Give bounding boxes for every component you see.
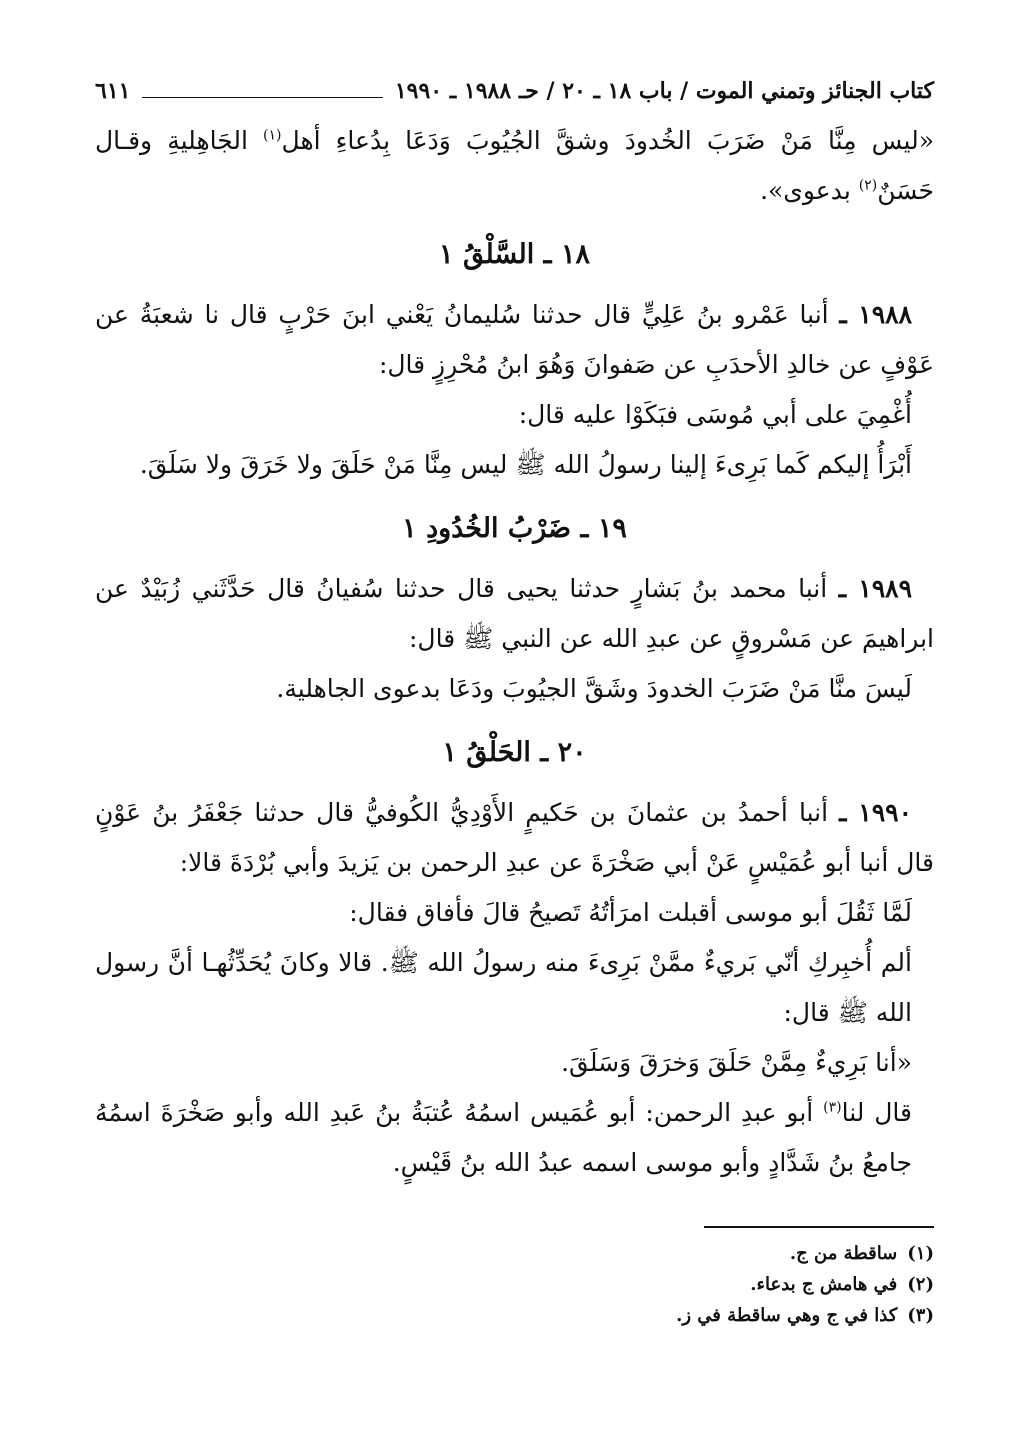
hadith-number: ١٩٩٠ ـ [839,798,912,827]
intro-text-a: «ليس مِنَّا مَنْ ضَرَبَ الخُدودَ وشقَّ الجُيُوبَ وَدَعَا بِدُعاءِ أهل [281,126,934,155]
footnote-text: ساقطة من ج. [789,1243,898,1264]
running-head [95,78,934,116]
hadith-number: ١٩٨٩ ـ [838,574,912,603]
closing-text-a: قال لنا [841,1098,912,1127]
closing-note [95,1088,934,1188]
hadith-number: ١٩٨٨ ـ [839,300,913,329]
hadith-line: لَيسَ منَّا مَنْ ضَرَبَ الخدودَ وشَقَّ الجيُوبَ ودَعَا بدعوى الجاهلية. [276,674,912,703]
section-heading-20: ٢٠ ـ الحَلْقُ ١ [442,737,587,768]
hadith-line: لَمَّا ثَقُلَ أبو موسى أقبلت امرَأتُهُ تَصيحُ قالَ فأفاق فقال: [349,898,912,927]
intro-paragraph [95,116,934,216]
footnote-number: (٣) [907,1305,934,1326]
hadith-1989-isnad [95,564,934,664]
running-head-title: كتاب الجنائز وتمني الموت / باب ١٨ ـ ٢٠ / حـ ١٩٨٨ ـ ١٩٩٠ [394,78,934,104]
hadith-line: «أنا بَرِيءٌ مِمَّنْ حَلَقَ وَخرَقَ وَسَلَقَ. [561,1048,912,1077]
intro-text-c: بدعوى». [760,176,859,205]
footnote-ref-3: (٣) [823,1099,842,1116]
isnad-text: أنبا عَمْرو بنُ عَلِيٍّ قال حدثنا سُليمانُ يَعْني ابنَ حَرْبٍ قال نا شعبَةُ عن عَوْفٍ عن خالدِ الأحدَبِ عن صَفوانَ وَهُوَ ابنُ مُحْرِزٍ قال: [95,300,934,379]
footnote-ref-1: (١) [263,127,282,144]
hadith-1990-isnad [95,788,934,888]
footnotes [95,1238,934,1331]
closing-text-b: أبو عبدِ الرحمن: أبو عُمَيس اسمُهُ عُتبَةُ بنُ عَبدِ الله وأبو صَخْرَةَ اسمُهُ جامعُ بنُ شَدَّادٍ وأبو موسى اسمه عبدُ الله بنُ قَيْسٍ. [95,1098,912,1177]
footnote-text: كذا في ج وهي ساقطة في ز. [676,1305,898,1326]
footnote-text: في هامش ج بدعاء. [750,1274,898,1295]
book-page [95,78,934,1410]
section-heading-18: ١٨ ـ السَّلْقُ ١ [439,239,590,270]
footnote-item [95,1269,934,1300]
hadith-line: ألم أُخبِركِ أنّي بَريءٌ ممَّنْ بَرِىءَ منه رسولُ الله ﷺ. قالا وكانَ يُحَدِّثُهـا أنَّ رسول الله ﷺ قال: [95,948,912,1027]
footnote-number: (٢) [907,1274,934,1295]
hadith-1988-isnad [95,290,934,390]
footnote-ref-2: (٢) [858,177,878,194]
footnote-item [95,1238,934,1269]
isnad-text: أنبا أحمدُ بن عثمانَ بن حَكيمٍ الأَوْدِيُّ الكُوفيُّ قال حدثنا جَعْفَرُ بنُ عَوْنٍ قال أنبا أبو عُمَيْسٍ عَنْ أبي صَخْرَةَ عن عبدِ الرحمن بن يَزيدَ وأبي بُرْدَةَ قالا: [95,798,934,877]
footnote-number: (١) [907,1243,934,1264]
isnad-text: أنبا محمد بنُ بَشارٍ حدثنا يحيى قال حدثنا سُفيانُ قال حَدَّثَني زُبَيْدٌ عن ابراهيمَ عن مَسْروقٍ عن عبدِ الله عن النبي ﷺ قال: [95,574,934,653]
section-heading-19: ١٩ ـ ضَرْبُ الخُدُودِ ١ [402,513,627,544]
hadith-line: أَبْرَأُ إليكم كَما بَرِىءَ إلينا رسولُ الله ﷺ ليس مِنَّا مَنْ حَلَقَ ولا خَرَقَ ولا سَلَقَ. [139,450,912,479]
hadith-line: أُغْمِيَ على أبي مُوسَى فبَكَوْا عليه قال: [518,400,912,429]
page-number: ٦١١ [95,78,131,104]
footnote-divider [704,1226,934,1228]
intro-text-b: الجَاهِليةِ وقـال حَسَنٌ [95,126,934,205]
running-head-rule [142,96,382,98]
footnote-item [95,1300,934,1331]
